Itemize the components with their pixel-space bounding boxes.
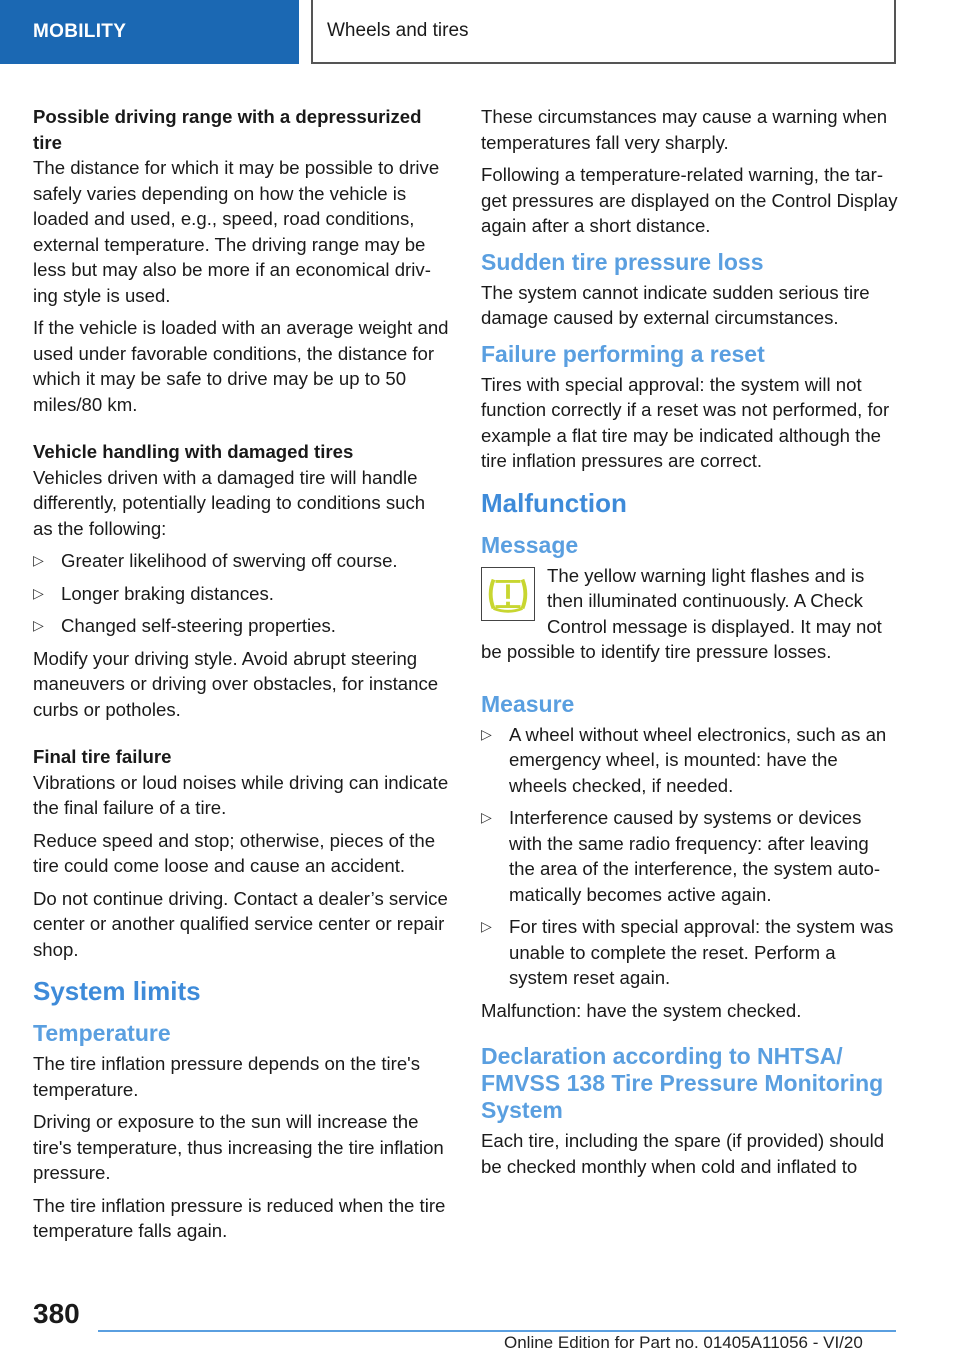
heading-message: Message	[481, 531, 579, 558]
chapter-tab	[311, 0, 896, 64]
edition-note: Online Edition for Part no. 01405A11056 - VI/20	[504, 1333, 863, 1352]
triangle-right-icon: ▷	[33, 617, 44, 633]
triangle-right-icon: ▷	[33, 552, 44, 568]
heading-system-limits: System limits	[33, 976, 201, 1006]
paragraph: Vehicles driven with a damaged tire will handle differently, potentially leading to conditions such as the following:	[33, 466, 426, 539]
page-number: 380	[33, 1298, 80, 1329]
bullet-list	[33, 548, 449, 639]
heading-measure: Measure	[481, 690, 575, 717]
paragraph: Reduce speed and stop; otherwise, pieces of the tire could come loose and cause an accident.	[33, 829, 436, 876]
section-tab	[0, 0, 299, 64]
list-item: ▷ Longer braking distances.	[33, 581, 449, 607]
heading-declaration: Declaration according to NHTSA/ FMVSS 138 Tire Pressure Monitoring System	[481, 1043, 884, 1123]
list-item: ▷ Greater likelihood of swerving off course.	[33, 548, 449, 574]
paragraph: The system cannot indicate sudden serious tire damage caused by external circumstances.	[481, 281, 870, 328]
paragraph: The tire inflation pressure is reduced when the tire temperature falls again.	[33, 1194, 446, 1241]
subheading-driving-range: Possible driving range with a depressurized tire	[33, 106, 422, 153]
left-column	[33, 104, 449, 1251]
chapter-title: Wheels and tires	[327, 20, 469, 41]
subheading-vehicle-handling: Vehicle handling with damaged tires	[33, 441, 354, 462]
triangle-right-icon: ▷	[33, 584, 44, 601]
heading-failure-reset: Failure performing a reset	[481, 340, 765, 367]
footer-divider	[98, 1330, 896, 1332]
paragraph: Driving or exposure to the sun will increase the tire's temperature, thus increasing the tire inflation pressure.	[33, 1111, 444, 1183]
triangle-right-icon: ▷	[481, 918, 492, 934]
subheading-final-failure: Final tire failure	[33, 746, 172, 767]
heading-temperature: Temperature	[33, 1020, 171, 1046]
paragraph: Vibrations or loud noises while driving can indicate the final failure of a tire.	[33, 771, 449, 818]
message-block	[481, 563, 899, 665]
section-title: MOBILITY	[33, 21, 127, 42]
paragraph: Tires with special approval: the system will not function correctly if a reset was not performed, for example a flat tire may be indicated although the tire inflation pressures are correct.	[481, 373, 890, 471]
paragraph: Malfunction: have the system checked.	[481, 999, 802, 1021]
tire-pressure-warning-icon	[481, 567, 535, 621]
paragraph: Each tire, including the spare (if provided) should be checked monthly when cold and inflated to	[481, 1130, 885, 1177]
list-item: ▷ A wheel without wheel electronics, such as an emergency wheel, is mounted: have the wheels checked, if needed.	[481, 723, 887, 796]
list-item: ▷ Changed self-steering properties.	[33, 613, 449, 639]
paragraph: Modify your driving style. Avoid abrupt steering maneuvers or driving over obstacles, for instance curbs or potholes.	[33, 647, 439, 720]
heading-sudden-loss: Sudden tire pressure loss	[481, 248, 764, 275]
paragraph: If the vehicle is loaded with an average weight and used under favorable conditions, the distance for which it may be safe to drive may be up to 50 miles/80 km.	[33, 317, 449, 415]
triangle-right-icon: ▷	[481, 809, 492, 825]
list-item: ▷ Interference caused by systems or devices with the same radio frequency: after leaving the area of the interference, the system automatically becomes active again.	[481, 807, 881, 905]
paragraph: The distance for which it may be possible to drive safely varies depending on how the vehicle is loaded and used, e.g., speed, road conditions, external temperature. The driving range may be less but may also be more if an economical driving style is used.	[33, 157, 440, 306]
bullet-list	[481, 722, 899, 991]
paragraph: The yellow warning light flashes and is then illuminated continuously. A Check Control message is displayed. It may not be possible to identify tire pressure losses.	[481, 564, 882, 662]
heading-malfunction: Malfunction	[481, 487, 627, 518]
paragraph: Do not continue driving. Contact a dealer’s service center or another qualified service center or repair shop.	[33, 887, 448, 960]
right-column	[481, 104, 899, 1186]
list-item: ▷ For tires with special approval: the system was unable to complete the reset. Perform a system reset again.	[481, 916, 894, 988]
paragraph: The tire inflation pressure depends on the tire's temperature.	[33, 1053, 421, 1100]
paragraph: Following a temperature-related warning, the target pressures are displayed on the Control Display again after a short distance.	[481, 164, 898, 236]
triangle-right-icon: ▷	[481, 725, 492, 742]
paragraph: These circumstances may cause a warning when temperatures fall very sharply.	[481, 106, 888, 153]
